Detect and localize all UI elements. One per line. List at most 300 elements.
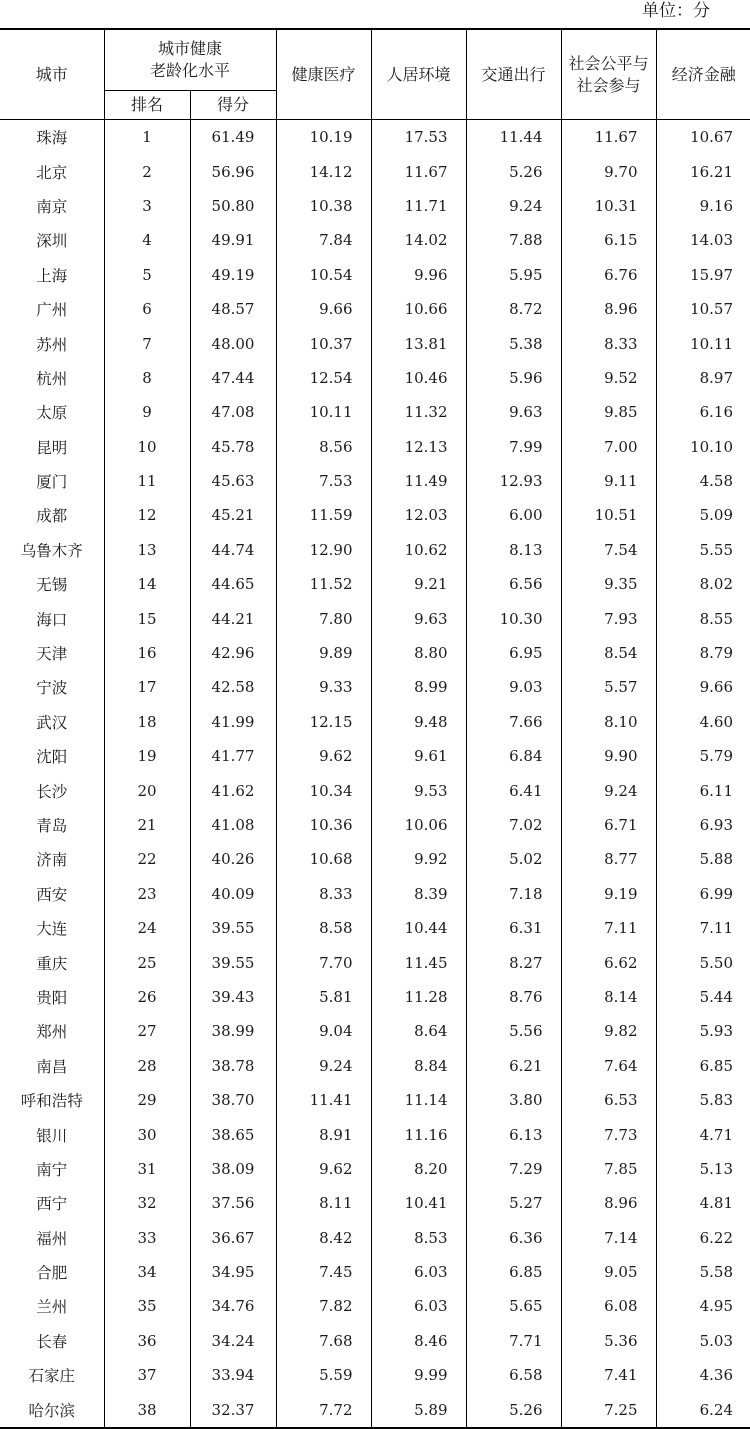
cell-city: 长春	[0, 1324, 104, 1358]
cell-health: 7.72	[276, 1392, 371, 1427]
cell-city: 石家庄	[0, 1358, 104, 1392]
cell-living: 10.46	[371, 361, 466, 395]
cell-rank: 20	[104, 773, 190, 807]
cell-transport: 10.30	[466, 601, 561, 635]
table-row	[0, 533, 750, 567]
cell-economy: 4.58	[699, 472, 734, 491]
cell-transport: 6.36	[466, 1221, 561, 1255]
header-group-line1: 城市健康	[158, 39, 223, 58]
cell-health: 10.34	[276, 773, 371, 807]
table-row	[0, 189, 750, 223]
cell-city: 呼和浩特	[0, 1083, 104, 1117]
cell-transport: 6.56	[466, 567, 561, 601]
table-row	[0, 808, 750, 842]
cell-rank: 16	[104, 636, 190, 670]
cell-city: 武汉	[0, 705, 104, 739]
table-row	[0, 430, 750, 464]
cell-score: 40.26	[190, 842, 276, 876]
cell-health: 8.58	[276, 911, 371, 945]
cell-economy: 10.57	[690, 300, 734, 319]
table-row	[0, 258, 750, 292]
cell-city: 青岛	[0, 808, 104, 842]
cell-social: 9.11	[561, 464, 656, 498]
cell-social: 8.96	[561, 292, 656, 326]
cell-rank: 6	[104, 292, 190, 326]
header-economy: 经济金融	[671, 64, 736, 84]
cell-social: 9.52	[561, 361, 656, 395]
cell-social: 9.70	[561, 154, 656, 188]
cell-social: 5.57	[561, 670, 656, 704]
cell-city: 福州	[0, 1221, 104, 1255]
cell-score: 41.08	[190, 808, 276, 842]
cell-social: 7.64	[561, 1049, 656, 1083]
table-row	[0, 498, 750, 532]
cell-city: 长沙	[0, 773, 104, 807]
cell-transport: 5.27	[466, 1186, 561, 1220]
cell-city: 厦门	[0, 464, 104, 498]
cell-economy: 5.03	[699, 1331, 734, 1350]
cell-rank: 9	[104, 395, 190, 429]
cell-city: 乌鲁木齐	[0, 533, 104, 567]
table-body	[0, 120, 750, 1428]
cell-health: 7.82	[276, 1289, 371, 1323]
header-score: 得分	[190, 91, 276, 120]
cell-health: 7.53	[276, 464, 371, 498]
cell-living: 11.16	[371, 1117, 466, 1151]
cell-economy: 6.93	[699, 816, 734, 834]
cell-economy: 6.24	[656, 1392, 750, 1427]
cell-rank: 2	[104, 154, 190, 188]
cell-economy: 7.11	[699, 919, 734, 938]
cell-economy: 6.22	[699, 1228, 734, 1247]
table-row	[0, 1221, 750, 1255]
header-city: 城市	[0, 29, 104, 120]
cell-economy: 5.93	[699, 1022, 734, 1041]
cell-score: 42.58	[190, 670, 276, 704]
cell-economy: 6.99	[699, 884, 734, 903]
cell-living: 8.99	[371, 670, 466, 704]
cell-health: 10.38	[276, 189, 371, 223]
cell-economy: 5.55	[699, 540, 734, 559]
cell-social: 6.15	[561, 223, 656, 257]
cell-score: 39.55	[190, 945, 276, 979]
cell-score: 45.78	[190, 430, 276, 464]
cell-living: 10.62	[371, 533, 466, 567]
cell-score: 39.43	[190, 980, 276, 1014]
table-row	[0, 567, 750, 601]
cell-living: 8.64	[371, 1014, 466, 1048]
cell-score: 45.21	[190, 498, 276, 532]
cell-transport: 5.02	[466, 842, 561, 876]
cell-rank: 8	[104, 361, 190, 395]
cell-transport: 9.24	[466, 189, 561, 223]
cell-economy: 9.16	[699, 196, 734, 215]
cell-health: 8.42	[276, 1221, 371, 1255]
cell-health: 12.54	[276, 361, 371, 395]
cell-rank: 7	[104, 326, 190, 360]
cell-living: 9.21	[371, 567, 466, 601]
cell-health: 9.62	[276, 1152, 371, 1186]
cell-city: 南京	[0, 189, 104, 223]
cell-rank: 26	[104, 980, 190, 1014]
cell-living: 12.13	[371, 430, 466, 464]
cell-economy: 16.21	[690, 162, 734, 181]
cell-city: 重庆	[0, 945, 104, 979]
cell-city: 太原	[0, 395, 104, 429]
cell-health: 10.37	[276, 326, 371, 360]
cell-score: 38.65	[190, 1117, 276, 1151]
cell-city: 天津	[0, 636, 104, 670]
cell-rank: 30	[104, 1117, 190, 1151]
cell-health: 10.68	[276, 842, 371, 876]
cell-social: 9.90	[561, 739, 656, 773]
cell-transport: 6.13	[466, 1117, 561, 1151]
cell-rank: 38	[104, 1392, 190, 1427]
cell-economy: 5.88	[699, 850, 734, 869]
cell-city: 合肥	[0, 1255, 104, 1289]
cell-social: 6.71	[561, 808, 656, 842]
cell-score: 41.99	[190, 705, 276, 739]
cell-rank: 25	[104, 945, 190, 979]
cell-city: 杭州	[0, 361, 104, 395]
cell-social: 9.85	[561, 395, 656, 429]
cell-health: 8.91	[276, 1117, 371, 1151]
cell-transport: 11.44	[466, 120, 561, 155]
cell-transport: 6.84	[466, 739, 561, 773]
table-row	[0, 1049, 750, 1083]
cell-transport: 6.31	[466, 911, 561, 945]
cell-social: 7.73	[561, 1117, 656, 1151]
cell-economy: 14.03	[690, 231, 734, 250]
table-row	[0, 1152, 750, 1186]
cell-living: 8.39	[371, 877, 466, 911]
cell-health: 9.89	[276, 636, 371, 670]
cell-economy: 8.55	[699, 609, 734, 628]
cell-city: 昆明	[0, 430, 104, 464]
cell-transport: 8.13	[466, 533, 561, 567]
header-rank: 排名	[104, 91, 190, 120]
cell-transport: 5.26	[466, 154, 561, 188]
cell-health: 11.59	[276, 498, 371, 532]
cell-score: 50.80	[190, 189, 276, 223]
cell-transport: 6.85	[466, 1255, 561, 1289]
cell-health: 9.66	[276, 292, 371, 326]
cell-economy: 5.50	[699, 953, 734, 972]
cell-rank: 29	[104, 1083, 190, 1117]
cell-city: 贵阳	[0, 980, 104, 1014]
cell-health: 9.04	[276, 1014, 371, 1048]
cell-rank: 36	[104, 1324, 190, 1358]
cell-economy: 5.83	[699, 1091, 734, 1110]
cell-city: 珠海	[0, 120, 104, 155]
cell-social: 10.51	[561, 498, 656, 532]
unit-label: 单位：分	[642, 1, 710, 21]
cell-living: 17.53	[371, 120, 466, 155]
cell-score: 47.44	[190, 361, 276, 395]
cell-social: 9.35	[561, 567, 656, 601]
cell-social: 8.54	[561, 636, 656, 670]
cell-transport: 7.18	[466, 877, 561, 911]
cell-health: 7.70	[276, 945, 371, 979]
cell-city: 深圳	[0, 223, 104, 257]
cell-score: 47.08	[190, 395, 276, 429]
table-row	[0, 223, 750, 257]
cell-social: 7.25	[561, 1392, 656, 1427]
cell-living: 14.02	[371, 223, 466, 257]
cell-city: 无锡	[0, 567, 104, 601]
cell-rank: 34	[104, 1255, 190, 1289]
cell-score: 56.96	[190, 154, 276, 188]
cell-health: 12.15	[276, 705, 371, 739]
cell-economy: 6.85	[699, 1056, 734, 1075]
cell-economy: 10.11	[690, 334, 734, 353]
cell-living: 9.63	[371, 601, 466, 635]
cell-health: 9.33	[276, 670, 371, 704]
cell-rank: 21	[104, 808, 190, 842]
cell-score: 34.95	[190, 1255, 276, 1289]
cell-living: 11.32	[371, 395, 466, 429]
cell-economy: 4.81	[699, 1194, 734, 1213]
cell-social: 10.31	[561, 189, 656, 223]
cell-living: 8.46	[371, 1324, 466, 1358]
cell-score: 48.00	[190, 326, 276, 360]
cell-rank: 33	[104, 1221, 190, 1255]
cell-city: 苏州	[0, 326, 104, 360]
cell-economy: 8.02	[699, 575, 734, 594]
cell-rank: 19	[104, 739, 190, 773]
cell-transport: 5.26	[466, 1392, 561, 1427]
cell-health: 7.45	[276, 1255, 371, 1289]
cell-economy: 4.71	[699, 1125, 734, 1144]
cell-living: 8.20	[371, 1152, 466, 1186]
cell-rank: 24	[104, 911, 190, 945]
cell-transport: 3.80	[466, 1083, 561, 1117]
cell-health: 5.81	[276, 980, 371, 1014]
cell-social: 8.33	[561, 326, 656, 360]
cell-score: 41.62	[190, 773, 276, 807]
cell-transport: 5.65	[466, 1289, 561, 1323]
cell-economy: 15.97	[690, 265, 734, 284]
cell-rank: 31	[104, 1152, 190, 1186]
cell-living: 8.84	[371, 1049, 466, 1083]
cell-economy: 4.60	[699, 712, 734, 731]
cell-transport: 9.03	[466, 670, 561, 704]
cell-score: 34.76	[190, 1289, 276, 1323]
cell-living: 6.03	[371, 1255, 466, 1289]
cell-social: 11.67	[561, 120, 656, 155]
table-row	[0, 1186, 750, 1220]
cell-social: 6.76	[561, 258, 656, 292]
cell-living: 11.71	[371, 189, 466, 223]
cell-city: 济南	[0, 842, 104, 876]
cell-social: 7.41	[561, 1358, 656, 1392]
cell-economy: 6.11	[699, 781, 734, 800]
cell-social: 9.24	[561, 773, 656, 807]
cell-transport: 7.71	[466, 1324, 561, 1358]
table-row	[0, 1289, 750, 1323]
cell-living: 9.96	[371, 258, 466, 292]
header-social	[561, 29, 656, 120]
table-header	[0, 29, 750, 120]
cell-rank: 12	[104, 498, 190, 532]
cell-score: 39.55	[190, 911, 276, 945]
cell-living: 11.67	[371, 154, 466, 188]
cell-health: 5.59	[276, 1358, 371, 1392]
cell-score: 49.91	[190, 223, 276, 257]
cell-city: 银川	[0, 1117, 104, 1151]
cell-economy: 5.09	[699, 506, 734, 525]
cell-rank: 3	[104, 189, 190, 223]
cell-transport: 6.21	[466, 1049, 561, 1083]
cell-health: 8.56	[276, 430, 371, 464]
table-row	[0, 464, 750, 498]
cell-transport: 7.29	[466, 1152, 561, 1186]
cell-living: 10.44	[371, 911, 466, 945]
cell-score: 41.77	[190, 739, 276, 773]
table-row	[0, 842, 750, 876]
table-row	[0, 361, 750, 395]
cell-economy: 5.13	[699, 1159, 734, 1178]
table-row	[0, 911, 750, 945]
table-row	[0, 395, 750, 429]
table-row	[0, 670, 750, 704]
cell-city: 上海	[0, 258, 104, 292]
cell-living: 9.61	[371, 739, 466, 773]
cell-living: 11.45	[371, 945, 466, 979]
cell-transport: 8.27	[466, 945, 561, 979]
cell-living: 5.89	[371, 1392, 466, 1427]
header-social-line2: 社会参与	[576, 75, 641, 95]
table-row	[0, 601, 750, 635]
cell-rank: 10	[104, 430, 190, 464]
cell-social: 8.10	[561, 705, 656, 739]
cell-economy: 10.10	[690, 437, 734, 456]
cell-health: 8.11	[276, 1186, 371, 1220]
cell-transport: 6.00	[466, 498, 561, 532]
cell-living: 10.66	[371, 292, 466, 326]
cell-transport: 5.96	[466, 361, 561, 395]
cell-living: 6.03	[371, 1289, 466, 1323]
cell-social: 6.62	[561, 945, 656, 979]
cell-social: 8.14	[561, 980, 656, 1014]
cell-rank: 22	[104, 842, 190, 876]
cell-transport: 12.93	[466, 464, 561, 498]
table-row	[0, 739, 750, 773]
cell-rank: 18	[104, 705, 190, 739]
table-row	[0, 120, 750, 155]
cell-social: 7.00	[561, 430, 656, 464]
cell-city: 大连	[0, 911, 104, 945]
header-health: 健康医疗	[276, 29, 371, 120]
cell-score: 36.67	[190, 1221, 276, 1255]
table-row	[0, 773, 750, 807]
cell-social: 7.54	[561, 533, 656, 567]
cell-social: 7.14	[561, 1221, 656, 1255]
cell-rank: 35	[104, 1289, 190, 1323]
table-row	[0, 1392, 750, 1427]
cell-score: 37.56	[190, 1186, 276, 1220]
cell-score: 61.49	[190, 120, 276, 155]
cell-score: 34.24	[190, 1324, 276, 1358]
cell-rank: 1	[104, 120, 190, 155]
table-row	[0, 326, 750, 360]
cell-score: 44.65	[190, 567, 276, 601]
cell-health: 7.84	[276, 223, 371, 257]
city-health-aging-table	[0, 28, 750, 1429]
cell-score: 45.63	[190, 464, 276, 498]
cell-transport: 9.63	[466, 395, 561, 429]
cell-living: 9.99	[371, 1358, 466, 1392]
cell-living: 8.53	[371, 1221, 466, 1255]
cell-economy: 5.44	[699, 987, 734, 1006]
cell-transport: 5.38	[466, 326, 561, 360]
header-transport: 交通出行	[466, 29, 561, 120]
table-row	[0, 1014, 750, 1048]
cell-economy: 6.16	[699, 403, 734, 422]
cell-living: 11.14	[371, 1083, 466, 1117]
table-row	[0, 154, 750, 188]
cell-score: 32.37	[190, 1392, 276, 1427]
header-group-level	[104, 29, 276, 91]
cell-rank: 23	[104, 877, 190, 911]
cell-health: 11.41	[276, 1083, 371, 1117]
cell-living: 11.28	[371, 980, 466, 1014]
cell-economy: 8.97	[699, 368, 734, 387]
cell-transport: 8.76	[466, 980, 561, 1014]
cell-economy: 4.95	[699, 1297, 734, 1316]
cell-rank: 15	[104, 601, 190, 635]
cell-score: 42.96	[190, 636, 276, 670]
table-row	[0, 945, 750, 979]
cell-transport: 6.41	[466, 773, 561, 807]
cell-living: 12.03	[371, 498, 466, 532]
cell-score: 49.19	[190, 258, 276, 292]
cell-health: 14.12	[276, 154, 371, 188]
cell-city: 北京	[0, 154, 104, 188]
cell-health: 12.90	[276, 533, 371, 567]
cell-transport: 8.72	[466, 292, 561, 326]
table-row	[0, 1083, 750, 1117]
table-row	[0, 877, 750, 911]
cell-rank: 4	[104, 223, 190, 257]
cell-city: 成都	[0, 498, 104, 532]
cell-rank: 14	[104, 567, 190, 601]
cell-social: 9.82	[561, 1014, 656, 1048]
table-row	[0, 980, 750, 1014]
cell-economy: 5.58	[699, 1263, 734, 1282]
cell-transport: 6.58	[466, 1358, 561, 1392]
cell-city: 西宁	[0, 1186, 104, 1220]
cell-health: 10.11	[276, 395, 371, 429]
cell-score: 38.09	[190, 1152, 276, 1186]
cell-living: 9.48	[371, 705, 466, 739]
cell-transport: 7.88	[466, 223, 561, 257]
cell-transport: 5.95	[466, 258, 561, 292]
header-social-line1: 社会公平与	[568, 53, 649, 73]
table-row	[0, 1117, 750, 1151]
table-row	[0, 636, 750, 670]
header-group-line2: 老龄化水平	[150, 61, 231, 80]
cell-city: 宁波	[0, 670, 104, 704]
cell-social: 5.36	[561, 1324, 656, 1358]
table-row	[0, 705, 750, 739]
cell-score: 40.09	[190, 877, 276, 911]
cell-score: 44.74	[190, 533, 276, 567]
cell-transport: 5.56	[466, 1014, 561, 1048]
cell-city: 哈尔滨	[0, 1392, 104, 1427]
cell-health: 10.19	[276, 120, 371, 155]
cell-rank: 17	[104, 670, 190, 704]
